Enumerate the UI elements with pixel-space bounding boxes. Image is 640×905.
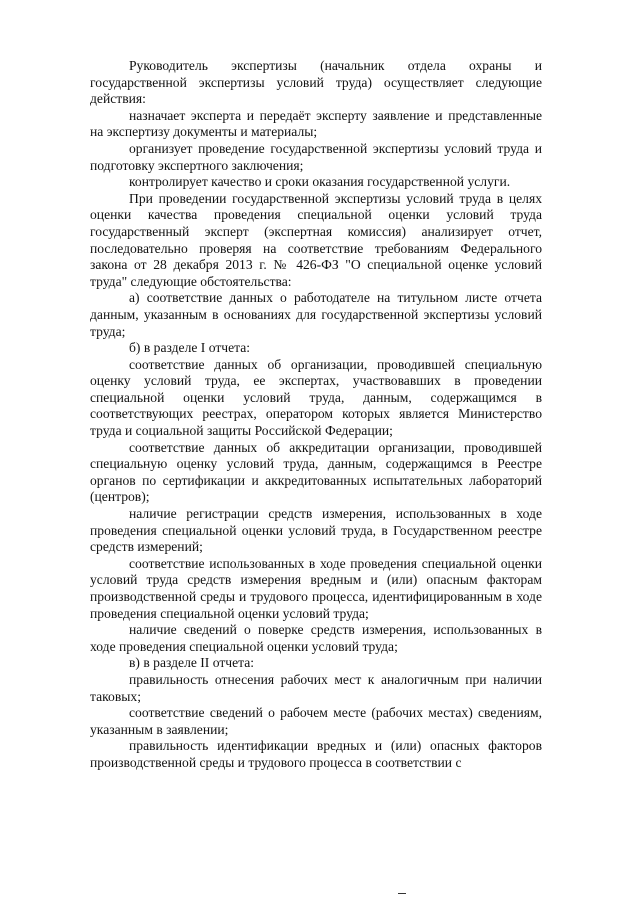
page-footer-mark: [398, 893, 406, 894]
paragraph-expertise-analysis: При проведении государственной экспертизы условий труда в целях оценки качества проведения специальной оценки условий труда государственный эксперт (экспертная комиссия) анализирует отчет, последовательно проверяя на соответствие требованиям Федерального закона от 28 декабря 2013 г. № 426-ФЗ "О специальной оценке условий труда" следующие обстоятельства:: [90, 190, 542, 289]
paragraph-organization-data: соответствие данных об организации, проводившей специальную оценку условий труда, ее экспертах, участвовавших в проведении специальной оценки условий труда, данным, содержащимся в соответствующих реестрах, оператором которых является Министерство труда и социальной защиты Российской Федерации;: [90, 356, 542, 439]
paragraph-controls-quality: контролирует качество и сроки оказания государственной услуги.: [129, 174, 511, 190]
paragraph-item-a: а) соответствие данных о работодателе на титульном листе отчета данным, указанным в основаниях для государственной экспертизы условий труда;: [90, 290, 542, 339]
paragraph-assigns-expert: назначает эксперта и передаёт эксперту заявление и представленные на экспертизу документы и материалы;: [90, 107, 542, 140]
paragraph-item-v: в) в разделе II отчета:: [129, 655, 255, 671]
paragraph-accreditation-data: соответствие данных об аккредитации организации, проводившей специальную оценку условий труда, данным, содержащимся в Реестре органов по сертификации и аккредитованных испытательных лабораторий (центров);: [90, 439, 542, 505]
paragraph-workplace-info: соответствие сведений о рабочем месте (рабочих местах) сведениям, указанным в заявлении;: [90, 705, 542, 737]
paragraph-organizes-expertise: организует проведение государственной экспертизы условий труда и подготовку экспертного заключения;: [90, 140, 542, 173]
paragraph-expert-head-actions: Руководитель экспертизы (начальник отдела охраны и государственной экспертизы условий труда) осуществляет следующие действия:: [90, 58, 542, 107]
paragraph-measurement-registration: наличие регистрации средств измерения, использованных в ходе проведения специальной оценки условий труда, в Государственном реестре средств измерений;: [90, 506, 542, 555]
paragraph-verification-info: наличие сведений о поверке средств измерения, использованных в ходе проведения специальной оценки условий труда;: [90, 622, 542, 654]
paragraph-measurement-conformity: соответствие использованных в ходе проведения специальной оценки условий труда средств измерения вредным и (или) опасным факторам производственной среды и трудового процесса, идентифицированным в ходе проведения специальной оценки условий труда;: [90, 555, 542, 621]
paragraph-analogous-workplaces: правильность отнесения рабочих мест к аналогичным при наличии таковых;: [90, 671, 542, 704]
paragraph-factor-identification: правильность идентификации вредных и (или) опасных факторов производственной среды и трудового процесса в соответствии с: [90, 738, 542, 770]
paragraph-item-b: б) в разделе I отчета:: [129, 340, 251, 356]
document-page: [90, 58, 542, 772]
